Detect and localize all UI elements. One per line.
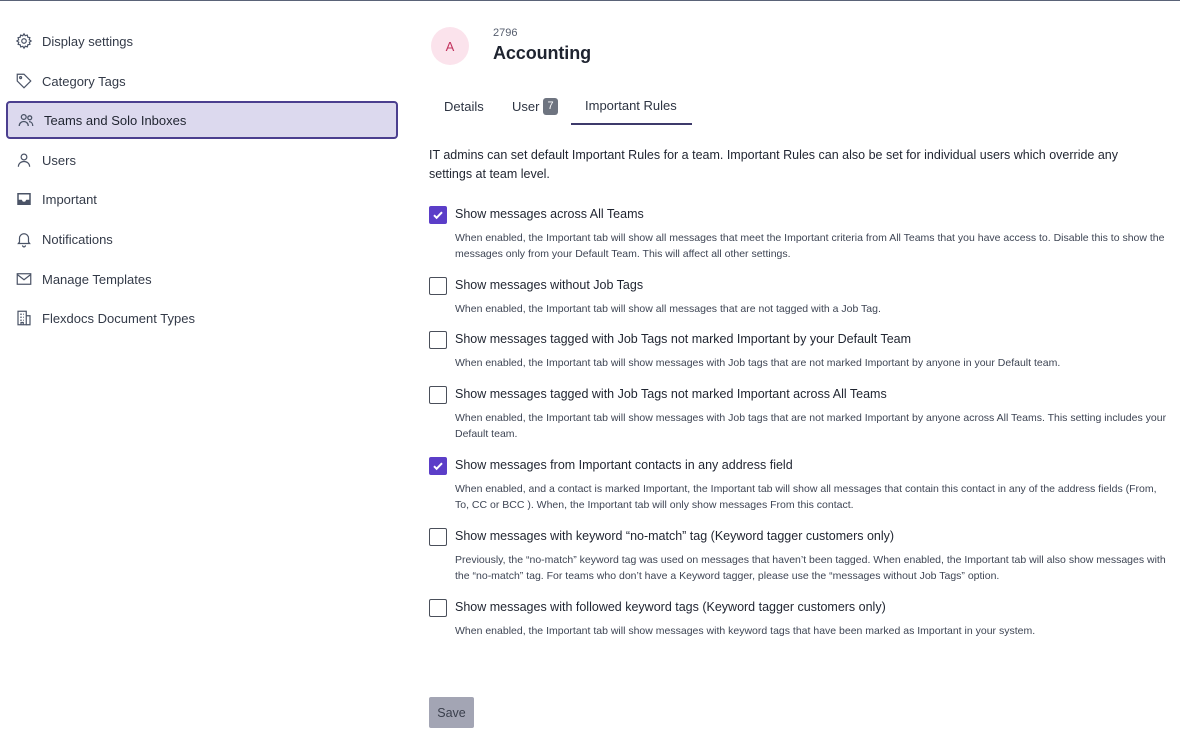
- rule-description: When enabled, the Important tab will show messages with Job tags that are not marked Important by anyone across All Teams. This setting includes your Default team.: [455, 412, 1167, 440]
- rule-checkbox[interactable]: [429, 386, 447, 404]
- rule-checkbox[interactable]: [429, 457, 447, 475]
- sidebar-item-manage-templates[interactable]: [6, 260, 398, 298]
- sidebar-item-teams-and-solo-inboxes[interactable]: [6, 101, 398, 139]
- tab-label: Important Rules: [585, 98, 677, 113]
- settings-sidebar: [0, 0, 410, 742]
- rule-description: Previously, the “no-match” keyword tag was used on messages that haven’t been tagged. When enabled, the Important tab will also show messages with the “no-match” tag. For teams who don’t have a Keyword tagger, please use the “messages without Job Tags” option.: [455, 554, 1166, 582]
- tab-label: User: [512, 99, 540, 114]
- intro-text: IT admins can set default Important Rules for a team. Important Rules can also be set for individual users which override any settings at team level.: [429, 148, 1118, 181]
- rule-description: When enabled, the Important tab will show messages with keyword tags that have been marked as Important in your system.: [455, 625, 1036, 637]
- rule-checkbox[interactable]: [429, 331, 447, 349]
- gear-icon: [15, 32, 33, 50]
- save-button[interactable]: Save: [429, 697, 474, 728]
- checkmark-icon: [432, 460, 444, 472]
- sidebar-item-notifications[interactable]: [6, 220, 398, 258]
- checkmark-icon: [432, 209, 444, 221]
- rule-description: When enabled, the Important tab will show messages with Job tags that are not marked Important by anyone in your Default team.: [455, 357, 1061, 369]
- sidebar-item-label: Manage Templates: [42, 271, 152, 287]
- tab-label: Details: [444, 99, 484, 114]
- bell-icon: [15, 230, 33, 248]
- rule-title: Show messages across All Teams: [455, 207, 644, 221]
- team-id: 2796: [493, 27, 518, 39]
- rule-description: When enabled, the Important tab will show all messages that meet the Important criteria from All Teams that you have access to. Disable this to show the messages only from your Default Team. This will affect all other settings.: [455, 232, 1165, 260]
- sidebar-item-label: Teams and Solo Inboxes: [44, 112, 187, 128]
- sidebar-item-label: Category Tags: [42, 73, 126, 89]
- rule-title: Show messages without Job Tags: [455, 278, 644, 292]
- sidebar-item-display-settings[interactable]: [6, 22, 398, 60]
- sidebar-item-important[interactable]: [6, 180, 398, 218]
- rule-checkbox[interactable]: [429, 599, 447, 617]
- sidebar-item-flexdocs-document-types[interactable]: [6, 299, 398, 337]
- sidebar-item-label: Important: [42, 191, 97, 207]
- sidebar-item-label: Notifications: [42, 231, 113, 247]
- rule-checkbox[interactable]: [429, 528, 447, 546]
- mail-icon: [15, 270, 33, 288]
- inbox-icon: [15, 190, 33, 208]
- users-icon: [17, 111, 35, 129]
- user-icon: [15, 151, 33, 169]
- tab-user[interactable]: [499, 88, 571, 125]
- team-avatar: A: [431, 27, 469, 65]
- rule-title: Show messages tagged with Job Tags not marked Important by your Default Team: [455, 332, 912, 346]
- sidebar-item-category-tags[interactable]: [6, 62, 398, 100]
- rule-description: When enabled, and a contact is marked Important, the Important tab will show all messages that contain this contact in any of the address fields (From, To, CC or BCC ). When, the Important tab will only show messages From this contact.: [455, 483, 1157, 511]
- page-title: Accounting: [493, 43, 591, 63]
- rule-title: Show messages from Important contacts in any address field: [455, 458, 793, 472]
- sidebar-item-users[interactable]: [6, 141, 398, 179]
- user-count-badge: 7: [543, 98, 557, 115]
- tab-details[interactable]: [429, 88, 499, 125]
- tab-important-rules[interactable]: [571, 88, 692, 125]
- rule-title: Show messages with keyword “no-match” tag (Keyword tagger customers only): [455, 529, 895, 543]
- rule-title: Show messages with followed keyword tags (Keyword tagger customers only): [455, 600, 886, 614]
- sidebar-item-label: Flexdocs Document Types: [42, 310, 195, 326]
- building-icon: [15, 309, 33, 327]
- sidebar-item-label: Users: [42, 152, 76, 168]
- rule-checkbox[interactable]: [429, 277, 447, 295]
- sidebar-item-label: Display settings: [42, 33, 134, 49]
- rule-checkbox[interactable]: [429, 206, 447, 224]
- rule-description: When enabled, the Important tab will show all messages that are not tagged with a Job Tag.: [455, 303, 881, 315]
- rule-title: Show messages tagged with Job Tags not marked Important across All Teams: [455, 387, 887, 401]
- tag-icon: [15, 72, 33, 90]
